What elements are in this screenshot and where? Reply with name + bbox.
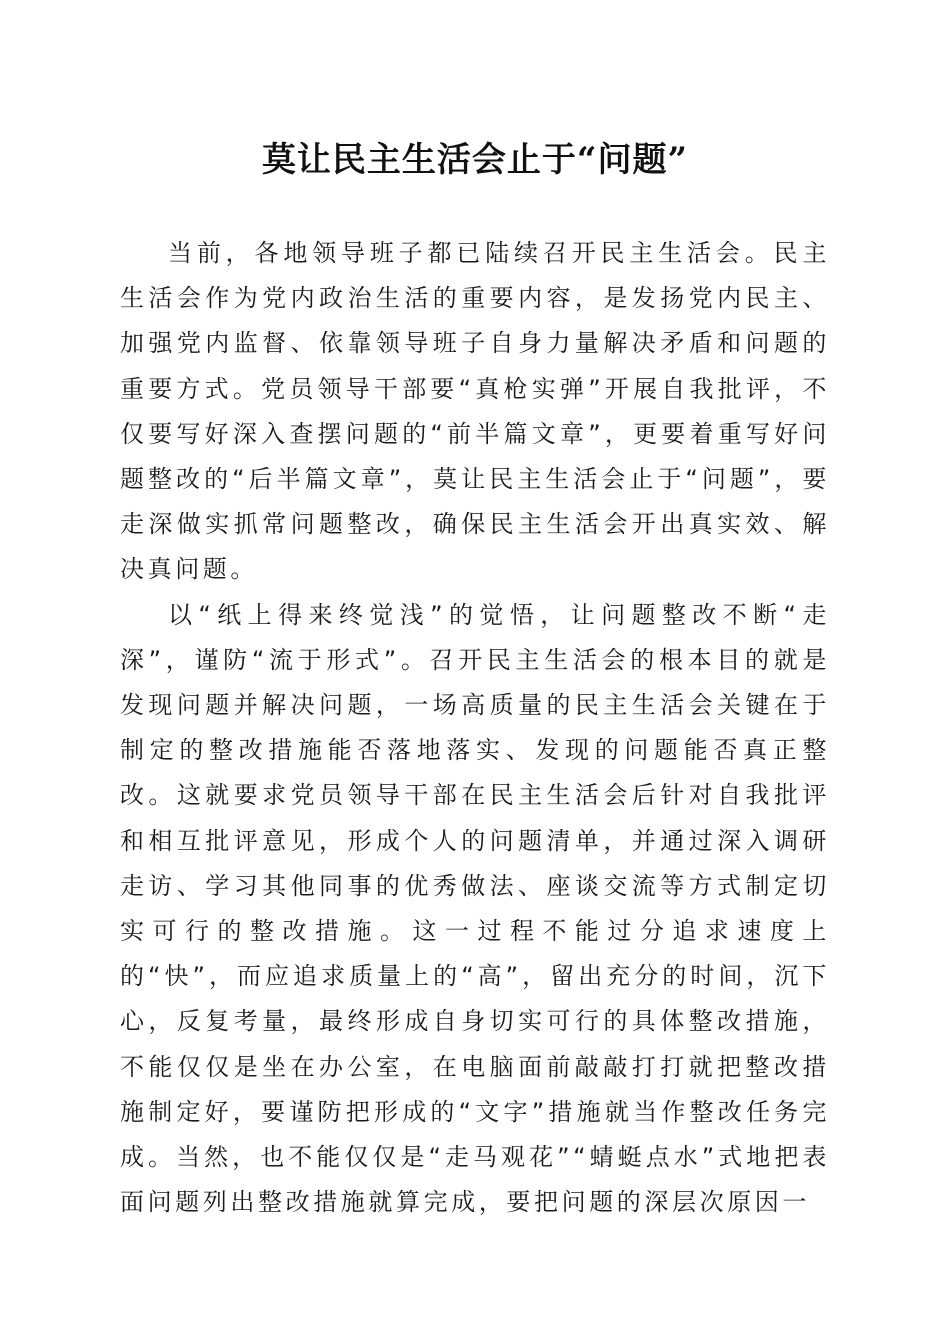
- document-body: [120, 231, 830, 1225]
- document-title: 莫让民主生活会止于“问题”: [261, 140, 689, 180]
- paragraph-2: 以“纸上得来终觉浅”的觉悟，让问题整改不断“走深”，谨防“流于形式”。召开民主生活会的根本目的就是发现问题并解决问题，一场高质量的民主生活会关键在于制定的整改措施能否落地落实、发现的问题能否真正整改。这就要求党员领导干部在民主生活会后针对自我批评和相互批评意见，形成个人的问题清单，并通过深入调研走访、学习其他同事的优秀做法、座谈交流等方式制定切实可行的整改措施。这一过程不能过分追求速度上的“快”，而应追求质量上的“高”，留出充分的时间，沉下心，反复考量，最终形成自身切实可行的具体整改措施，不能仅仅是坐在办公室，在电脑面前敲敲打打就把整改措施制定好，要谨防把形成的“文字”措施就当作整改任务完成。当然，也不能仅仅是“走马观花”“蜻蜓点水”式地把表面问题列出整改措施就算完成，要把问题的深层次原因一: [120, 600, 830, 1217]
- paragraph-1: 当前，各地领导班子都已陆续召开民主生活会。民主生活会作为党内政治生活的重要内容，是发扬党内民主、加强党内监督、依靠领导班子自身力量解决矛盾和问题的重要方式。党员领导干部要“真枪实弹”开展自我批评，不仅要写好深入查摆问题的“前半篇文章”，更要着重写好问题整改的“后半篇文章”，莫让民主生活会止于“问题”，要走深做实抓常问题整改，确保民主生活会开出真实效、解决真问题。: [120, 239, 830, 584]
